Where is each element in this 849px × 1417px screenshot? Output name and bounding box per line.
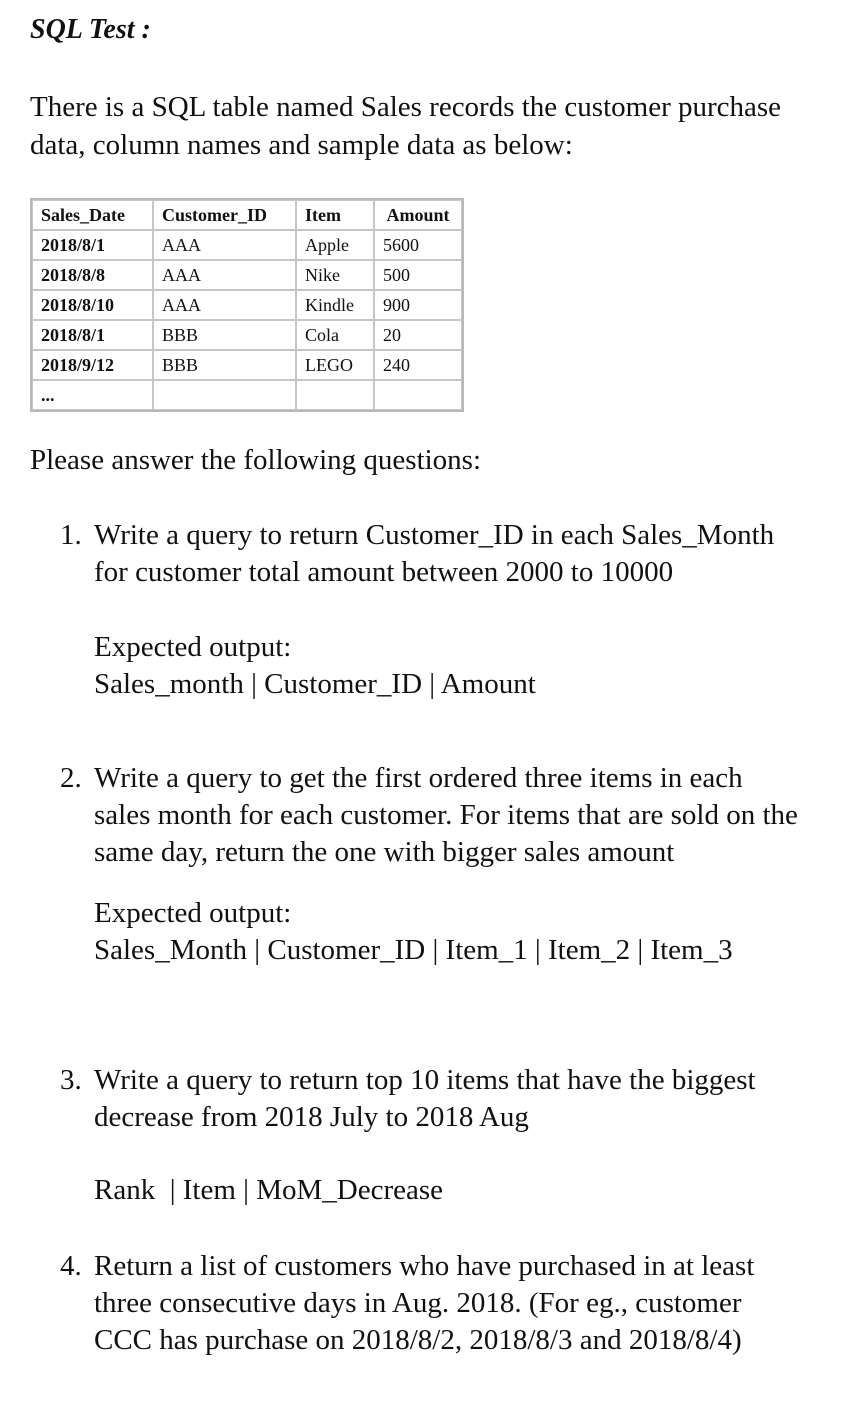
cell-empty <box>374 380 462 410</box>
cell-item: Nike <box>296 260 374 290</box>
cell-empty <box>296 380 374 410</box>
table-row <box>32 230 462 260</box>
cell-empty <box>153 380 296 410</box>
question-text: Return a list of customers who have purchased in at least three consecutive days in Aug. 2018. (For eg., customer CCC has purchase on 2018/8/2, 2018/8/3 and 2018/8/4) <box>94 1250 755 1356</box>
cell-amount: 500 <box>374 260 462 290</box>
cell-ellipsis: ... <box>32 380 153 410</box>
table-row <box>32 350 462 380</box>
table-row <box>32 380 462 410</box>
question-number: 1. <box>60 519 82 551</box>
sales-table <box>30 198 464 412</box>
expected-output: Rank | Item | MoM_Decrease <box>94 1174 444 1206</box>
cell-customer-id: BBB <box>153 320 296 350</box>
cell-sales-date: 2018/9/12 <box>32 350 153 380</box>
cell-customer-id: BBB <box>153 350 296 380</box>
question-number: 2. <box>60 762 82 794</box>
cell-customer-id: AAA <box>153 290 296 320</box>
cell-item: Apple <box>296 230 374 260</box>
table-header-row <box>32 200 462 230</box>
question-text: Write a query to get the first ordered three items in each sales month for each customer. For items that are sold on the same day, return the one with bigger sales amount <box>94 762 798 868</box>
page-title: SQL Test : <box>30 14 151 45</box>
cell-sales-date: 2018/8/1 <box>32 320 153 350</box>
table-row <box>32 290 462 320</box>
cell-item: LEGO <box>296 350 374 380</box>
question-number: 3. <box>60 1064 82 1096</box>
table-row <box>32 320 462 350</box>
cell-amount: 5600 <box>374 230 462 260</box>
question-text: Write a query to return Customer_ID in each Sales_Month for customer total amount between 2000 to 10000 <box>94 519 775 588</box>
cell-amount: 240 <box>374 350 462 380</box>
header-sales-date: Sales_Date <box>32 200 153 230</box>
question-text: Write a query to return top 10 items that have the biggest decrease from 2018 July to 2018 Aug <box>94 1064 756 1133</box>
header-amount: Amount <box>374 200 462 230</box>
table-row <box>32 260 462 290</box>
expected-output: Sales_Month | Customer_ID | Item_1 | Item_2 | Item_3 <box>94 934 733 966</box>
cell-customer-id: AAA <box>153 260 296 290</box>
expected-output: Sales_month | Customer_ID | Amount <box>94 668 536 700</box>
cell-amount: 900 <box>374 290 462 320</box>
cell-sales-date: 2018/8/8 <box>32 260 153 290</box>
cell-sales-date: 2018/8/1 <box>32 230 153 260</box>
question-4 <box>60 1248 800 1359</box>
header-item: Item <box>296 200 374 230</box>
cell-sales-date: 2018/8/10 <box>32 290 153 320</box>
cell-customer-id: AAA <box>153 230 296 260</box>
header-customer-id: Customer_ID <box>153 200 296 230</box>
cell-amount: 20 <box>374 320 462 350</box>
questions-prompt: Please answer the following questions: <box>30 444 482 476</box>
question-number: 4. <box>60 1250 82 1282</box>
question-1 <box>60 517 800 703</box>
cell-item: Cola <box>296 320 374 350</box>
cell-item: Kindle <box>296 290 374 320</box>
question-2 <box>60 760 800 969</box>
intro-paragraph: There is a SQL table named Sales records the customer purchase data, column names and sample data as below: <box>30 91 782 161</box>
question-3 <box>60 1062 800 1209</box>
expected-output-label: Expected output: <box>94 631 292 663</box>
expected-output-label: Expected output: <box>94 897 292 929</box>
